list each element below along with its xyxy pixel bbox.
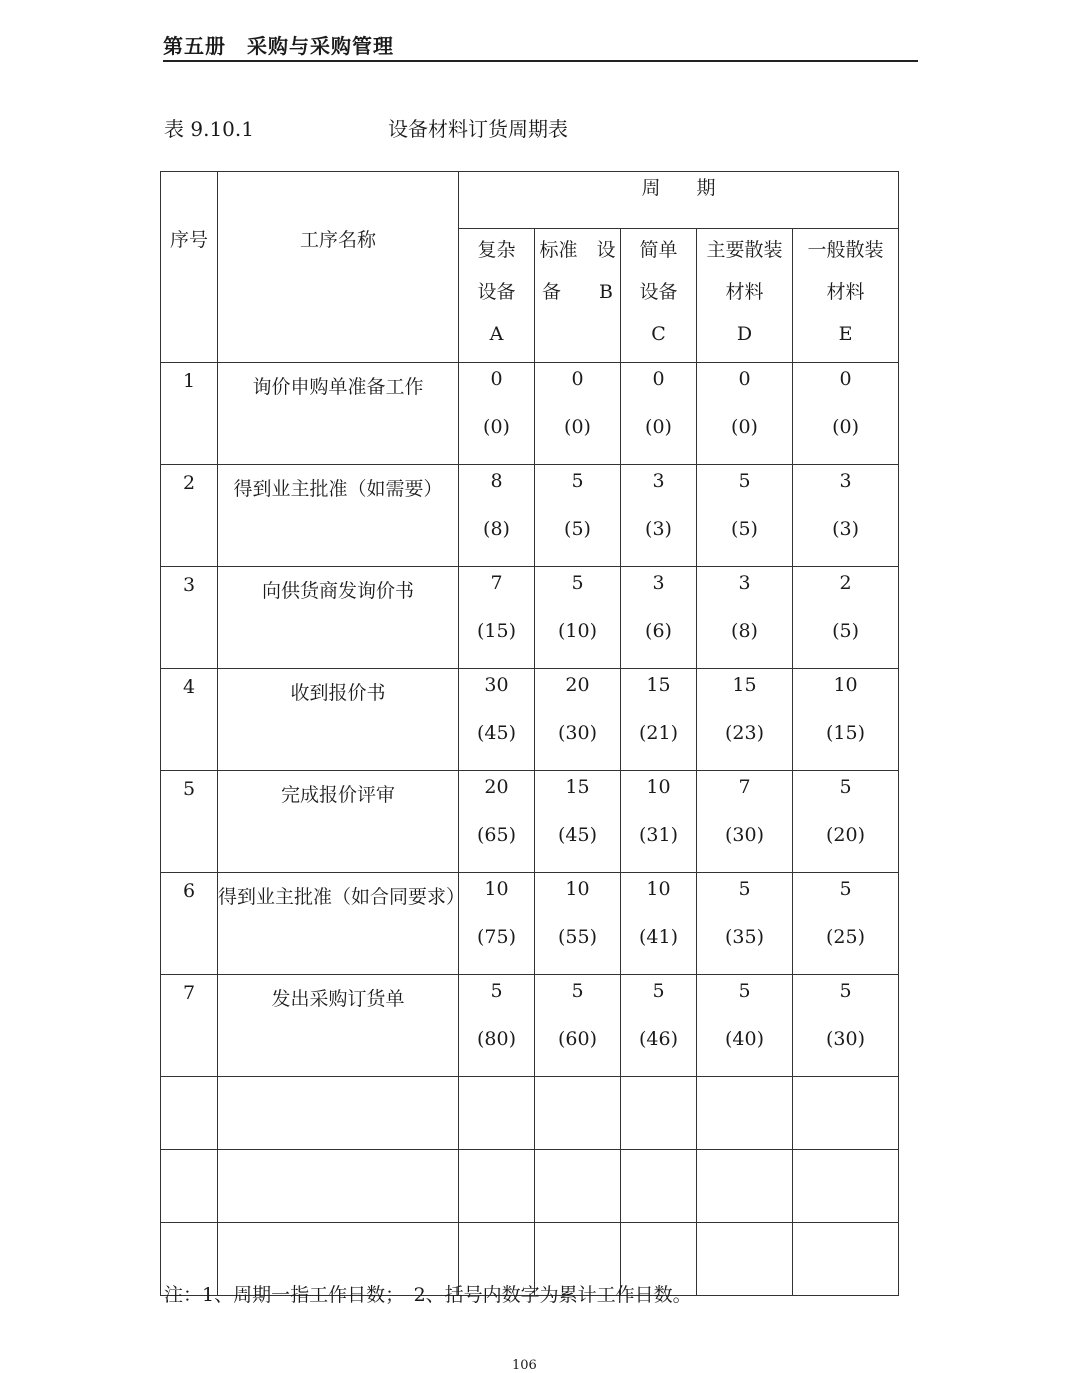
cycle-cell — [459, 975, 535, 1077]
cumulative-days: (8) — [483, 518, 510, 540]
process-name: 得到业主批准（如需要） — [218, 465, 459, 567]
running-header-text: 第五册 采购与采购管理 — [163, 34, 394, 58]
cumulative-days: (45) — [557, 824, 597, 846]
cycle-days: 15 — [732, 674, 757, 696]
cumulative-days: (15) — [476, 620, 516, 642]
cumulative-days: (6) — [645, 620, 672, 642]
cycle-cell — [793, 975, 899, 1077]
process-name: 向供货商发询价书 — [218, 567, 459, 669]
cycle-cell — [793, 567, 899, 669]
cycle-days: 7 — [490, 572, 503, 594]
cycle-cell — [793, 669, 899, 771]
cumulative-days: (46) — [638, 1028, 678, 1050]
cumulative-days: (30) — [724, 824, 764, 846]
cumulative-days: (0) — [731, 416, 758, 438]
table-row — [161, 873, 899, 975]
cycle-cell — [697, 465, 793, 567]
cumulative-days: (31) — [638, 824, 678, 846]
table-row — [161, 771, 899, 873]
cumulative-days: (8) — [731, 620, 758, 642]
cycle-cell — [697, 669, 793, 771]
cumulative-days: (5) — [731, 518, 758, 540]
cumulative-days: (3) — [645, 518, 672, 540]
column-header-category: 一般散装 材料 E — [793, 229, 899, 363]
empty-row — [161, 1077, 899, 1150]
row-index: 2 — [161, 465, 218, 567]
cumulative-days: (3) — [832, 518, 859, 540]
row-index: 4 — [161, 669, 218, 771]
cycle-days: 7 — [738, 776, 751, 798]
cumulative-days: (80) — [476, 1028, 516, 1050]
cumulative-days: (30) — [557, 722, 597, 744]
cycle-days: 0 — [839, 368, 852, 390]
cycle-days: 20 — [565, 674, 590, 696]
process-name: 收到报价书 — [218, 669, 459, 771]
cycle-days: 10 — [565, 878, 590, 900]
cycle-days: 5 — [738, 878, 751, 900]
cumulative-days: (10) — [557, 620, 597, 642]
cumulative-days: (20) — [826, 824, 866, 846]
column-header-category: 复杂 设备 A — [459, 229, 535, 363]
row-index: 6 — [161, 873, 218, 975]
cycle-days: 0 — [490, 368, 503, 390]
cycle-cell — [459, 873, 535, 975]
column-header-index: 序号 — [161, 172, 218, 363]
cumulative-days: (65) — [476, 824, 516, 846]
cycle-cell — [793, 873, 899, 975]
cycle-days: 5 — [839, 980, 852, 1002]
cumulative-days: (25) — [826, 926, 866, 948]
row-index: 7 — [161, 975, 218, 1077]
row-index: 3 — [161, 567, 218, 669]
cumulative-days: (5) — [564, 518, 591, 540]
process-name: 完成报价评审 — [218, 771, 459, 873]
table-title: 设备材料订货周期表 — [388, 117, 568, 141]
cycle-days: 5 — [738, 470, 751, 492]
table-row — [161, 975, 899, 1077]
cycle-days: 0 — [738, 368, 751, 390]
cycle-label: 周期 — [641, 177, 752, 199]
header-row-1 — [161, 172, 899, 229]
cumulative-days: (0) — [832, 416, 859, 438]
process-name: 得到业主批准（如合同要求） — [218, 873, 459, 975]
cumulative-days: (21) — [638, 722, 678, 744]
cycle-days: 10 — [646, 878, 671, 900]
cycle-days: 10 — [646, 776, 671, 798]
cycle-cell — [535, 669, 621, 771]
cycle-cell — [621, 363, 697, 465]
cumulative-days: (60) — [557, 1028, 597, 1050]
column-header-category: 简单 设备 C — [621, 229, 697, 363]
cycle-days: 10 — [833, 674, 858, 696]
cycle-days: 5 — [738, 980, 751, 1002]
cycle-days: 5 — [839, 878, 852, 900]
running-header — [163, 30, 918, 62]
order-cycle-table — [160, 171, 899, 1296]
empty-row — [161, 1150, 899, 1223]
cycle-days: 5 — [571, 470, 584, 492]
cycle-cell — [697, 975, 793, 1077]
cycle-days: 5 — [571, 572, 584, 594]
cycle-days: 5 — [652, 980, 665, 1002]
cycle-cell — [535, 465, 621, 567]
cycle-days: 5 — [839, 776, 852, 798]
cumulative-days: (40) — [724, 1028, 764, 1050]
cycle-cell — [535, 771, 621, 873]
cycle-days: 15 — [646, 674, 671, 696]
cycle-cell — [621, 873, 697, 975]
process-name: 询价申购单准备工作 — [218, 363, 459, 465]
cycle-days: 3 — [652, 470, 665, 492]
cycle-cell — [621, 567, 697, 669]
cycle-days: 20 — [484, 776, 509, 798]
cumulative-days: (0) — [645, 416, 672, 438]
cycle-cell — [459, 669, 535, 771]
cycle-cell — [793, 363, 899, 465]
cumulative-days: (75) — [476, 926, 516, 948]
cycle-days: 3 — [839, 470, 852, 492]
cumulative-days: (15) — [826, 722, 866, 744]
cumulative-days: (45) — [476, 722, 516, 744]
cumulative-days: (23) — [724, 722, 764, 744]
table-row — [161, 363, 899, 465]
cumulative-days: (5) — [832, 620, 859, 642]
column-header-category: 主要散装 材料 D — [697, 229, 793, 363]
cumulative-days: (35) — [724, 926, 764, 948]
column-group-cycle — [459, 172, 899, 229]
cycle-days: 0 — [652, 368, 665, 390]
cycle-cell — [697, 873, 793, 975]
cumulative-days: (0) — [483, 416, 510, 438]
cumulative-days: (55) — [557, 926, 597, 948]
cumulative-days: (0) — [564, 416, 591, 438]
table-row — [161, 567, 899, 669]
cycle-days: 2 — [839, 572, 852, 594]
cycle-cell — [459, 465, 535, 567]
column-header-process: 工序名称 — [218, 172, 459, 363]
cycle-cell — [459, 567, 535, 669]
cycle-days: 3 — [738, 572, 751, 594]
column-header-category: 标准 设 备 B — [535, 229, 621, 363]
cycle-cell — [697, 363, 793, 465]
cycle-days: 0 — [571, 368, 584, 390]
page-number: 106 — [512, 1358, 537, 1373]
cycle-cell — [621, 771, 697, 873]
cycle-days: 5 — [571, 980, 584, 1002]
cycle-days: 30 — [484, 674, 509, 696]
cycle-cell — [793, 465, 899, 567]
cumulative-days: (30) — [826, 1028, 866, 1050]
cumulative-days: (41) — [638, 926, 678, 948]
cycle-cell — [459, 771, 535, 873]
cycle-cell — [535, 873, 621, 975]
cycle-days: 5 — [490, 980, 503, 1002]
cycle-cell — [697, 771, 793, 873]
cycle-days: 8 — [490, 470, 503, 492]
cycle-cell — [621, 669, 697, 771]
table-row — [161, 465, 899, 567]
cycle-cell — [697, 567, 793, 669]
row-index: 5 — [161, 771, 218, 873]
cycle-cell — [621, 465, 697, 567]
cycle-days: 3 — [652, 572, 665, 594]
table-note: 注：1、周期一指工作日数； 2、括号内数字为累计工作日数。 — [164, 1284, 692, 1306]
cycle-days: 15 — [565, 776, 590, 798]
cycle-days: 10 — [484, 878, 509, 900]
cycle-cell — [621, 975, 697, 1077]
table-row — [161, 669, 899, 771]
cycle-cell — [535, 363, 621, 465]
cycle-cell — [535, 975, 621, 1077]
cycle-cell — [459, 363, 535, 465]
row-index: 1 — [161, 363, 218, 465]
cycle-cell — [535, 567, 621, 669]
process-name: 发出采购订货单 — [218, 975, 459, 1077]
cycle-cell — [793, 771, 899, 873]
table-number: 表 9.10.1 — [164, 117, 254, 141]
